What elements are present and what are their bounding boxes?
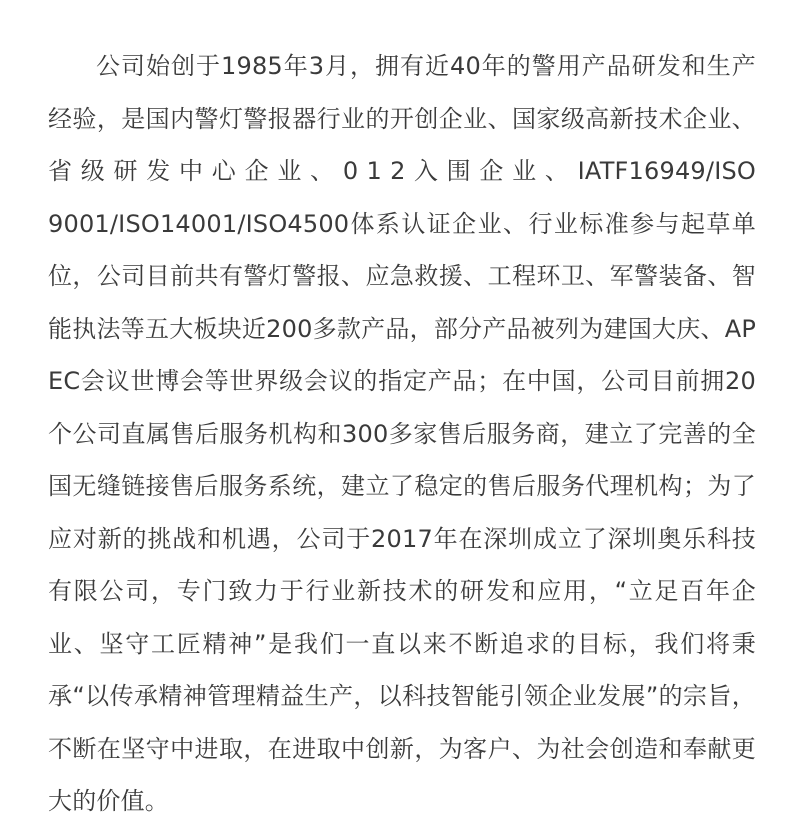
company-intro-paragraph: 公司始创于1985年3月，拥有近40年的警用产品研发和生产 经验，是国内警灯警报器行业的开创企业、国家级高新技术企业、省 级 研 发 中 心 企 业 、 0 1 2 入 围 企 业 、 IATF16949/ISO9001/ISO14001/ISO4500体系认证企业、行业标准参与起草单位，公司目前共有警灯警报、应急救援、工程环卫、军警装备、智能执法等五大板块近200多款产品，部分产品被列为建国大庆、APEC会议世博会等世界级会议的指定产品；在中国，公司目前拥20个公司直属售后服务机构和300多家售后服务商，建立了完善的全国无缝链接售后服务系统，建立了稳定的售后服务代理机构；为了应对新的挑战和机遇，公司于2017年在深圳成立了深圳奥乐科技有限公司，专门致力于行业新技术的研发和应用，“立足百年企业、坚守工匠精神”是我们一直以来不断追求的目标，我们将秉承“以传承精神管理精益生产，以科技智能引领企业发展”的宗旨，不断在坚守中进取，在进取中创新，为客户、为社会创造和奉献更大的价值。 (48, 52, 756, 815)
